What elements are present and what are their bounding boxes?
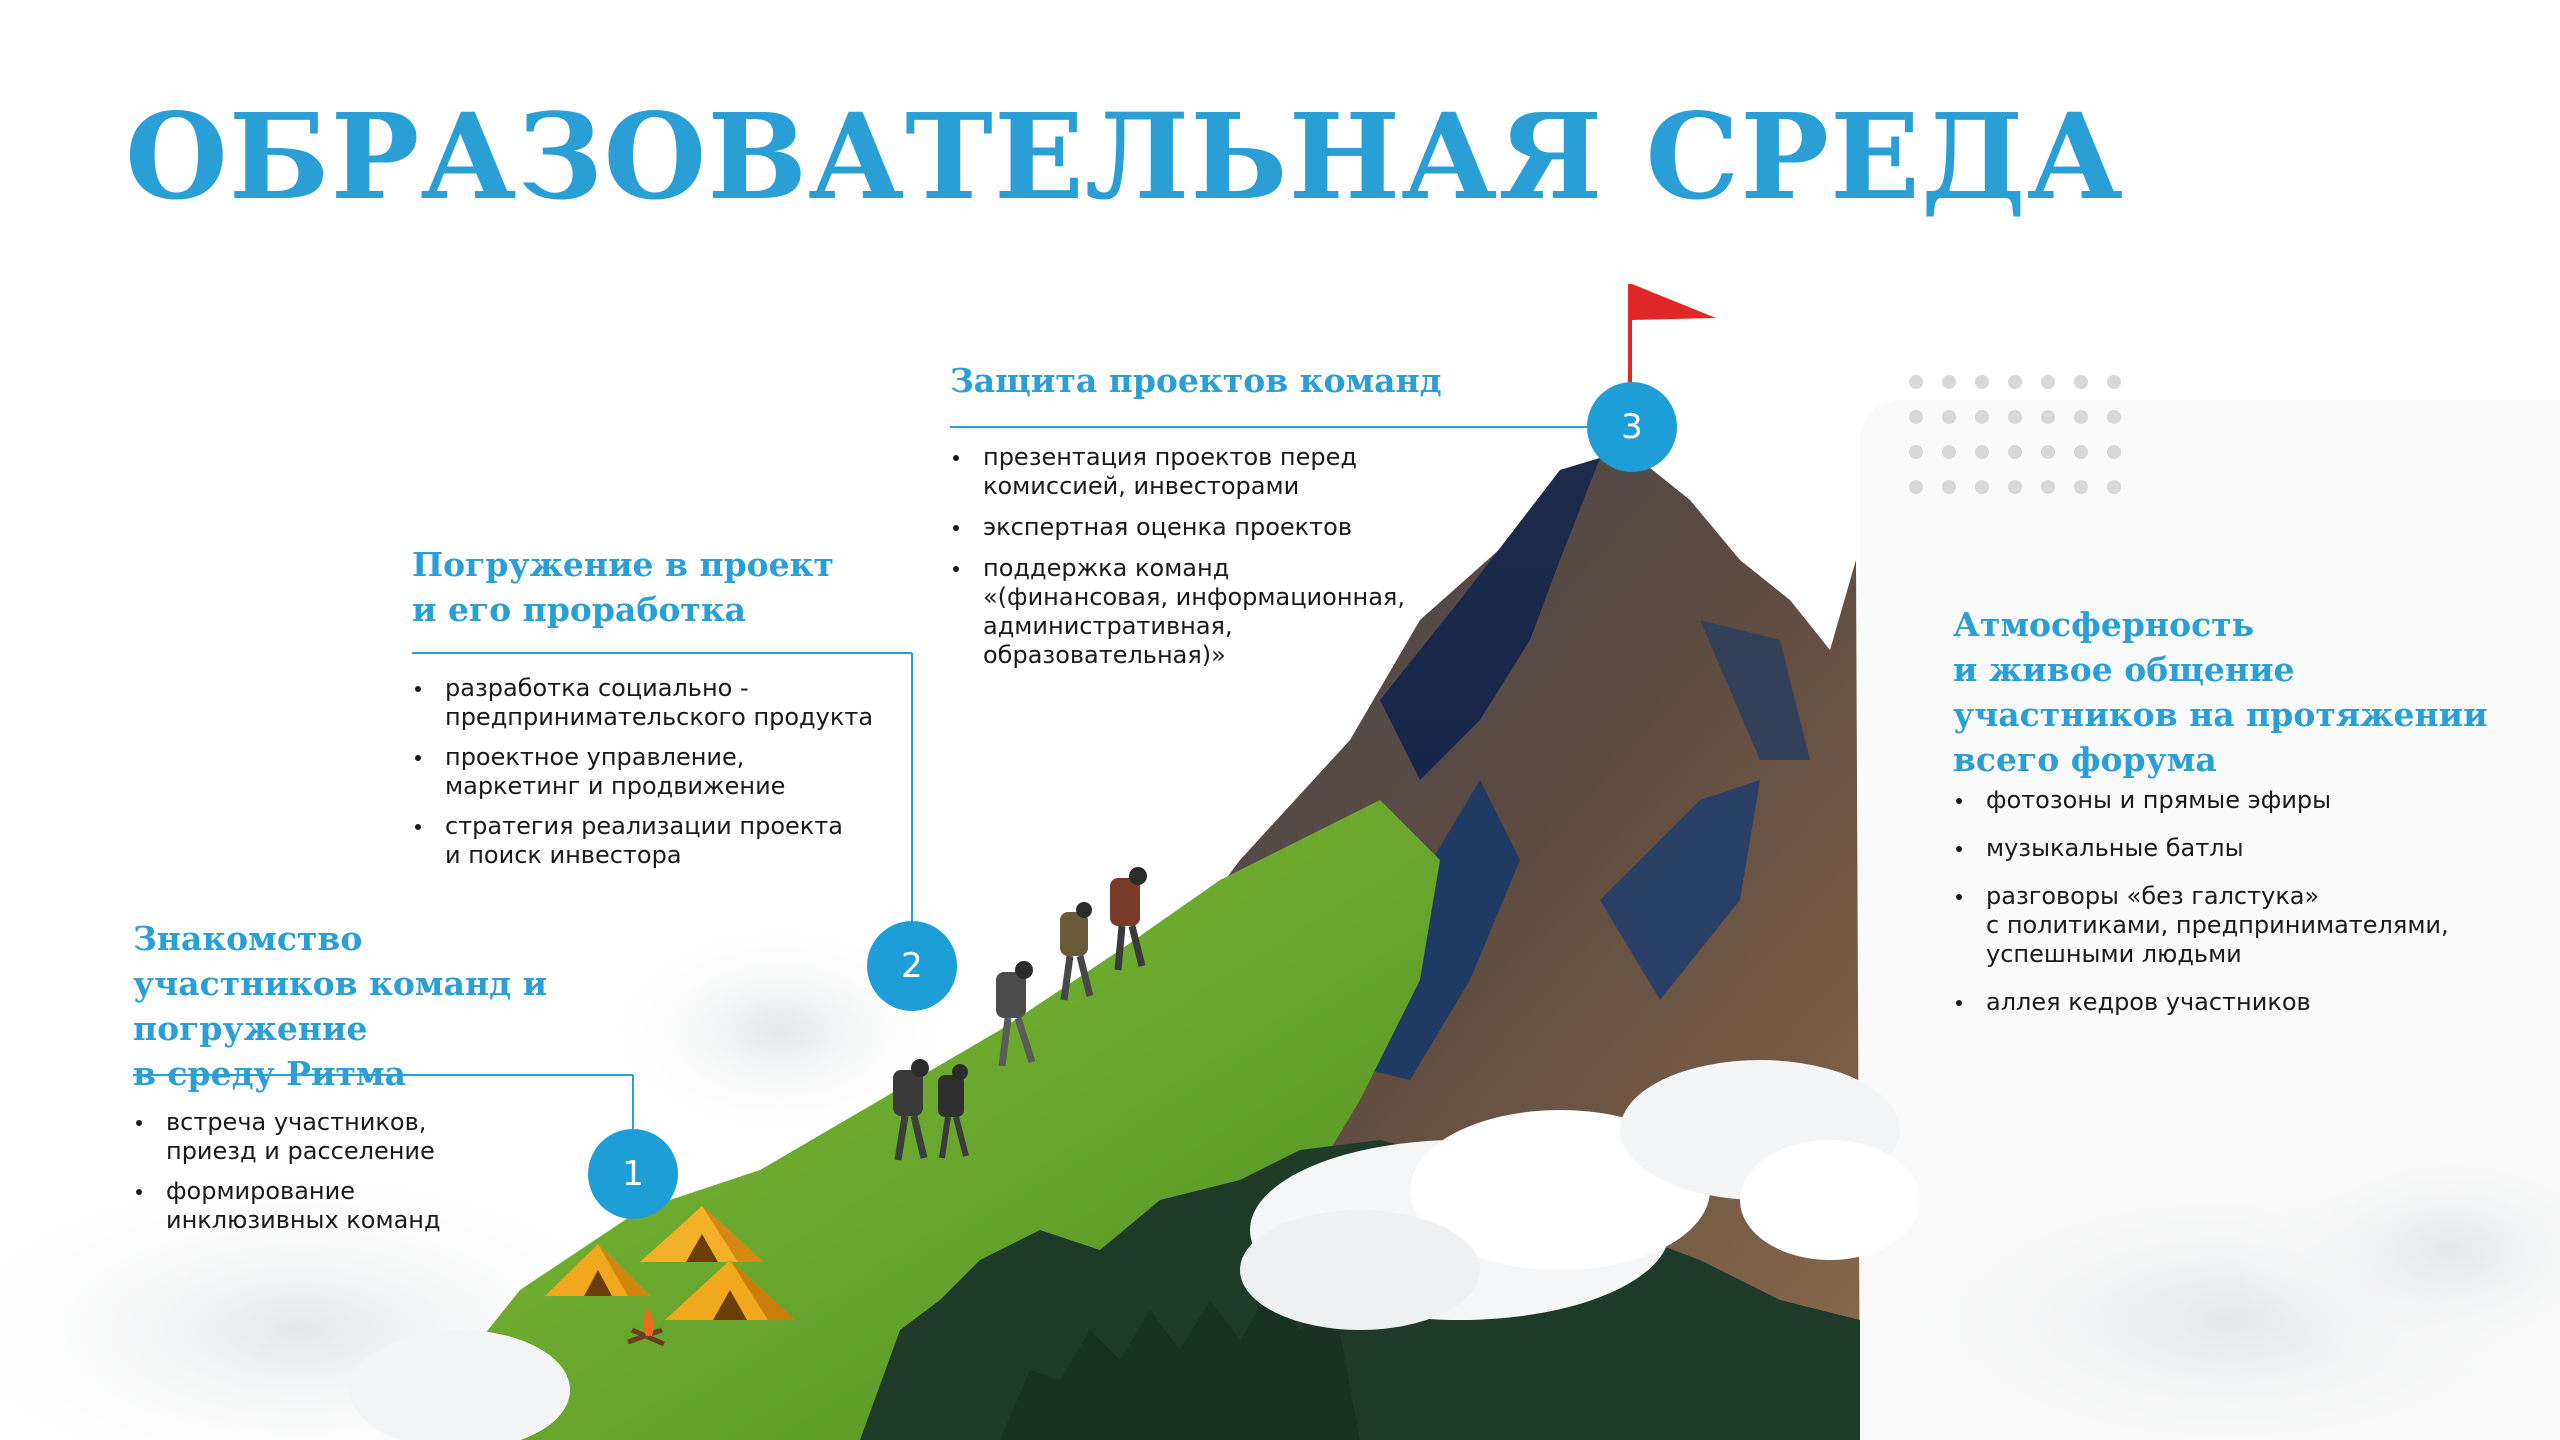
list-item: поддержка команд «(финансовая, информационная, административная, образовательная)» (950, 554, 1470, 670)
cloud-icon (1240, 1210, 1480, 1330)
stage-2-number-badge: 2 (867, 921, 957, 1011)
stage-1 (133, 916, 593, 1246)
stage-1-number-badge: 1 (588, 1129, 678, 1219)
list-item: экспертная оценка проектов (950, 513, 1470, 542)
list-item: фотозоны и прямые эфиры (1953, 786, 2513, 815)
stage-3-heading: Защита проектов команд (950, 361, 1442, 400)
stage-3-number-badge: 3 (1587, 382, 1677, 472)
stage-3-list (950, 443, 1470, 670)
list-item: презентация проектов перед комиссией, инвесторами (950, 443, 1470, 501)
list-item: стратегия реализации проекта и поиск инвестора (412, 812, 932, 870)
stage-1-heading: Знакомство участников команд и погружение в среду Ритма (133, 919, 548, 1093)
stage-3 (950, 358, 1470, 682)
list-item: проектное управление, маркетинг и продвижение (412, 743, 932, 801)
atmosphere-block (1953, 602, 2513, 1036)
list-item: музыкальные батлы (1953, 834, 2513, 863)
atmosphere-heading: Атмосферность и живое общение участников на протяжении всего форума (1953, 605, 2488, 779)
list-item: формирование инклюзивных команд (133, 1177, 593, 1235)
stage-2-list (412, 674, 932, 870)
flag-icon (1630, 284, 1716, 384)
list-item: разговоры «без галстука» с политиками, предпринимателями, успешными людьми (1953, 882, 2513, 969)
list-item: аллея кедров участников (1953, 988, 2513, 1017)
cloud-icon (1740, 1140, 1920, 1260)
stage-2 (412, 542, 932, 881)
stage-1-list (133, 1108, 593, 1235)
stage-2-heading: Погружение в проект и его проработка (412, 545, 834, 629)
list-item: разработка социально - предпринимательского продукта (412, 674, 932, 732)
list-item: встреча участников, приезд и расселение (133, 1108, 593, 1166)
slide-title: ОБРАЗОВАТЕЛЬНАЯ СРЕДА (125, 87, 2124, 226)
atmosphere-list (1953, 786, 2513, 1017)
